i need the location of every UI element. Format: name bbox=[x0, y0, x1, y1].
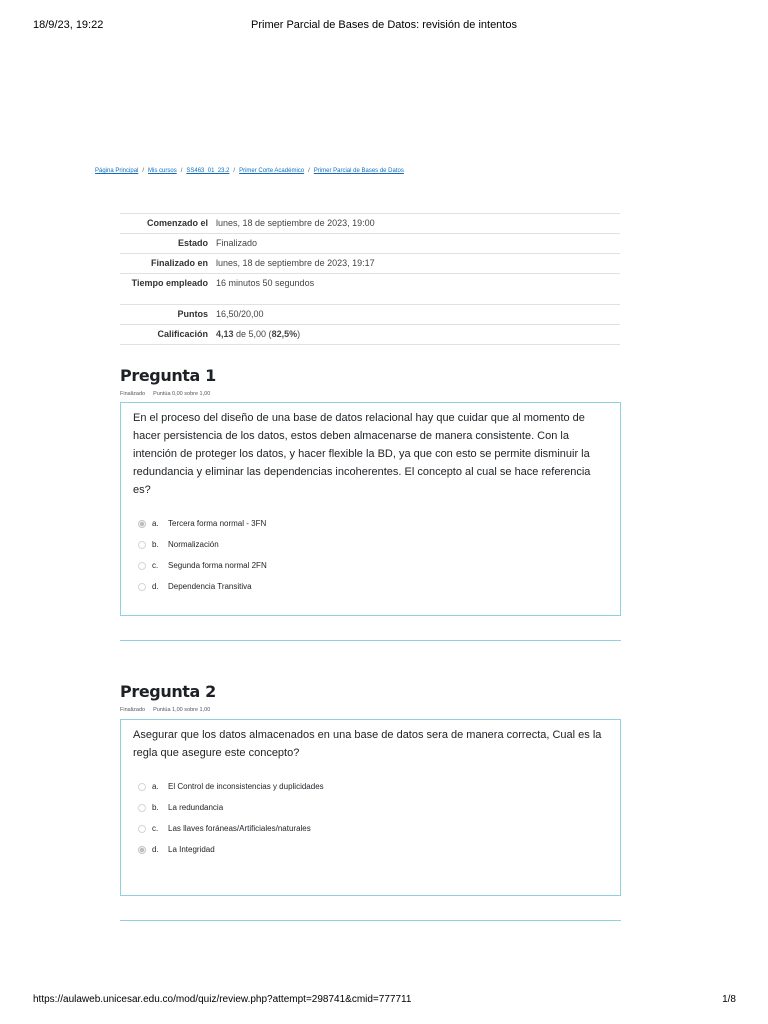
answer-letter: c. bbox=[152, 561, 159, 570]
answer-option[interactable] bbox=[138, 818, 620, 839]
answer-letter: a. bbox=[152, 519, 159, 528]
print-page-title: Primer Parcial de Bases de Datos: revisión de intentos bbox=[251, 19, 517, 31]
question-1-info bbox=[120, 391, 210, 397]
radio-selected-icon[interactable] bbox=[138, 846, 146, 854]
breadcrumb-section[interactable]: Primer Corte Académico bbox=[239, 168, 305, 174]
summary-value: 16 minutos 50 segundos bbox=[212, 274, 620, 305]
breadcrumb bbox=[95, 168, 404, 174]
summary-label: Tiempo empleado bbox=[120, 274, 212, 305]
question-2-answers bbox=[121, 776, 620, 860]
question-1-score: Puntúa 0,00 sobre 1,00 bbox=[153, 391, 211, 397]
answer-text: Dependencia Transitiva bbox=[168, 582, 252, 591]
grade-score: 4,13 bbox=[216, 329, 234, 339]
answer-text: Las llaves foráneas/Artificiales/naturales bbox=[168, 824, 311, 833]
answer-letter: b. bbox=[152, 540, 159, 549]
breadcrumb-separator: / bbox=[180, 168, 183, 174]
question-1-title: Pregunta 1 bbox=[120, 366, 216, 385]
question-2-score: Puntúa 1,00 sobre 1,00 bbox=[153, 707, 211, 713]
answer-option[interactable] bbox=[138, 776, 620, 797]
summary-value: 16,50/20,00 bbox=[212, 305, 620, 325]
answer-text: Tercera forma normal - 3FN bbox=[168, 519, 267, 528]
breadcrumb-separator: / bbox=[233, 168, 236, 174]
answer-option[interactable] bbox=[138, 513, 620, 534]
print-datetime: 18/9/23, 19:22 bbox=[33, 19, 104, 31]
breadcrumb-course[interactable]: SS463_01_23.2 bbox=[186, 168, 230, 174]
question-2-status: Finalizado bbox=[120, 707, 146, 713]
question-1-text: En el proceso del diseño de una base de datos relacional hay que cuidar que al momento de hacer persistencia de los datos, estos deben almacenarse de manera consistente. Con la intención de proteger los datos, y hacer flexible la BD, ya que con esto se permite disminuir la redundancia y eliminar las dependencias incoherentes. El concepto al cual se hace referencia es? bbox=[133, 412, 591, 496]
answer-option[interactable] bbox=[138, 839, 620, 860]
answer-letter: a. bbox=[152, 782, 159, 791]
summary-value: lunes, 18 de septiembre de 2023, 19:17 bbox=[212, 254, 620, 274]
answer-text: Segunda forma normal 2FN bbox=[168, 561, 267, 570]
question-2-divider bbox=[120, 920, 621, 921]
summary-value bbox=[212, 325, 620, 345]
breadcrumb-my-courses[interactable]: Mis cursos bbox=[148, 168, 177, 174]
radio-icon[interactable] bbox=[138, 825, 146, 833]
summary-row-started bbox=[120, 214, 620, 234]
summary-label: Estado bbox=[120, 234, 212, 254]
grade-close: ) bbox=[297, 329, 301, 339]
question-2-title: Pregunta 2 bbox=[120, 682, 216, 701]
answer-option[interactable] bbox=[138, 555, 620, 576]
answer-option[interactable] bbox=[138, 576, 620, 597]
grade-of: de 5,00 ( bbox=[233, 329, 272, 339]
answer-option[interactable] bbox=[138, 797, 620, 818]
breadcrumb-separator: / bbox=[142, 168, 145, 174]
question-2-text: Asegurar que los datos almacenados en una base de datos sera de manera correcta, Cual es la regla que asegure este concepto? bbox=[133, 729, 602, 759]
question-2-content bbox=[120, 719, 621, 896]
print-page-number: 1/8 bbox=[722, 994, 736, 1005]
question-2-info bbox=[120, 707, 210, 713]
summary-label: Calificación bbox=[120, 325, 212, 345]
summary-label: Finalizado en bbox=[120, 254, 212, 274]
radio-icon[interactable] bbox=[138, 583, 146, 591]
answer-letter: b. bbox=[152, 803, 159, 812]
print-url: https://aulaweb.unicesar.edu.co/mod/quiz/review.php?attempt=298741&cmid=777711 bbox=[33, 994, 412, 1005]
question-1-status: Finalizado bbox=[120, 391, 146, 397]
summary-row-grade bbox=[120, 325, 620, 345]
summary-row-state bbox=[120, 234, 620, 254]
summary-label: Puntos bbox=[120, 305, 212, 325]
answer-text: Normalización bbox=[168, 540, 219, 549]
summary-row-points bbox=[120, 305, 620, 325]
grade-percent: 82,5% bbox=[271, 329, 298, 339]
answer-text: El Control de inconsistencias y duplicidades bbox=[168, 782, 324, 791]
attempt-summary-table bbox=[120, 213, 620, 345]
summary-label: Comenzado el bbox=[120, 214, 212, 234]
radio-icon[interactable] bbox=[138, 541, 146, 549]
radio-icon[interactable] bbox=[138, 804, 146, 812]
answer-letter: d. bbox=[152, 582, 159, 591]
answer-text: La redundancia bbox=[168, 803, 224, 812]
answer-letter: d. bbox=[152, 845, 159, 854]
answer-text: La Integridad bbox=[168, 845, 215, 854]
summary-value: Finalizado bbox=[212, 234, 620, 254]
answer-option[interactable] bbox=[138, 534, 620, 555]
radio-selected-icon[interactable] bbox=[138, 520, 146, 528]
summary-row-finished bbox=[120, 254, 620, 274]
question-1-content bbox=[120, 402, 621, 616]
breadcrumb-separator: / bbox=[308, 168, 310, 174]
radio-icon[interactable] bbox=[138, 562, 146, 570]
summary-row-time bbox=[120, 274, 620, 305]
answer-letter: c. bbox=[152, 824, 159, 833]
radio-icon[interactable] bbox=[138, 783, 146, 791]
summary-value: lunes, 18 de septiembre de 2023, 19:00 bbox=[212, 214, 620, 234]
question-1-answers bbox=[121, 513, 620, 597]
question-1-divider bbox=[120, 640, 621, 641]
breadcrumb-quiz[interactable]: Primer Parcial de Bases de Datos bbox=[313, 168, 404, 174]
breadcrumb-home[interactable]: Página Principal bbox=[95, 168, 139, 174]
